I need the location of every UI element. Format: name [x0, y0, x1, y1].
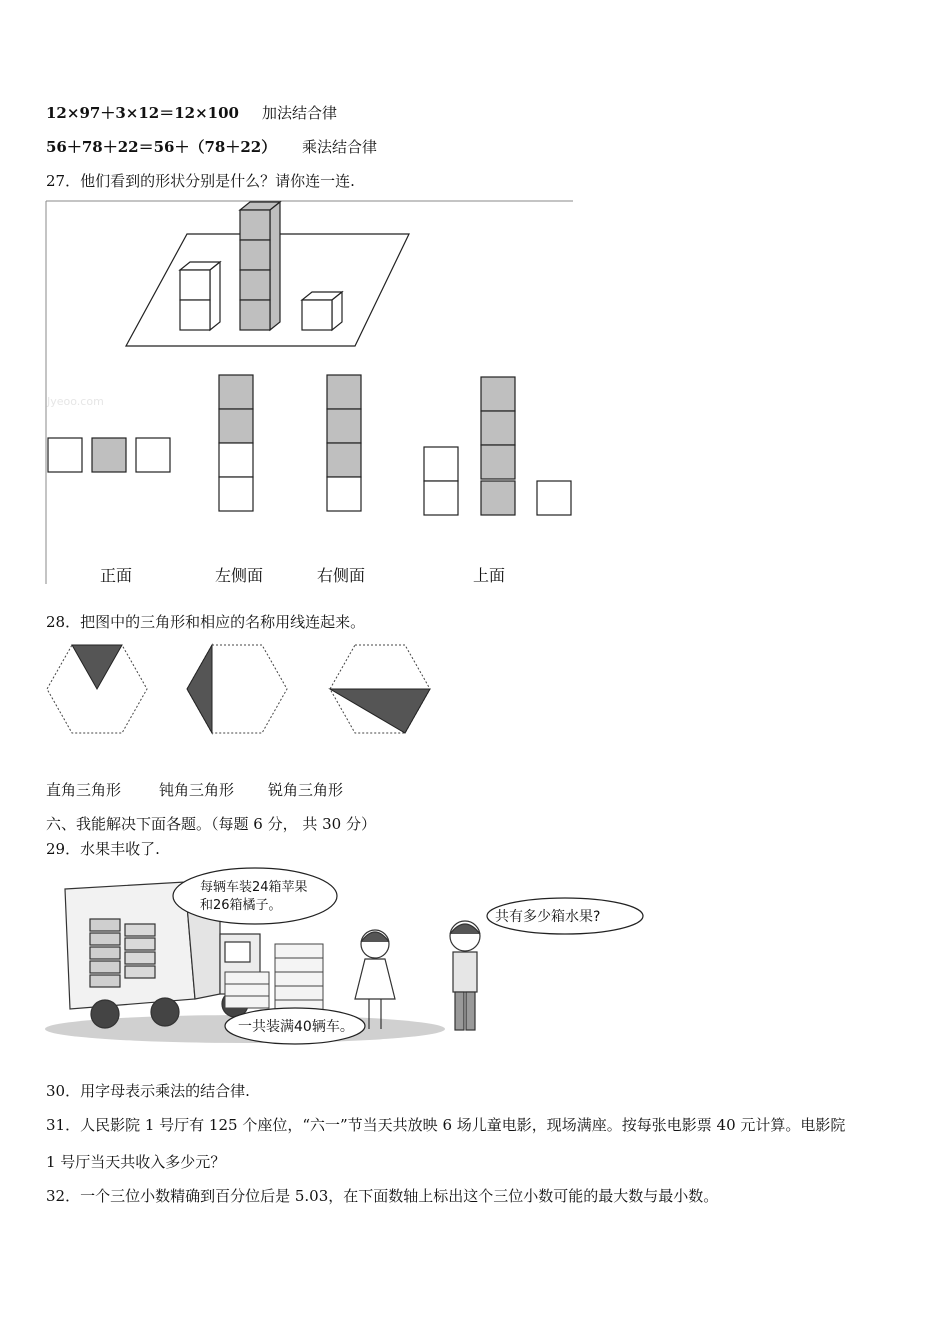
- bubble-boy-text: 共有多少箱水果?: [495, 909, 601, 925]
- girl-figure: [355, 930, 395, 1029]
- fruit-harvest-illustration: [45, 864, 645, 1054]
- hexagon-triangles-figure: [45, 643, 445, 738]
- triangle-obtuse: [187, 645, 212, 733]
- question-29-prompt: 29．水果丰收了.: [46, 840, 160, 858]
- bubble-girl-text: 一共装满40辆车。: [238, 1019, 354, 1035]
- cube-stack-left: [180, 262, 220, 330]
- triangle-name-acute: 锐角三角形: [268, 781, 344, 799]
- cube-single-right: [302, 292, 342, 330]
- triangle-name-obtuse: 钝角三角形: [159, 781, 235, 799]
- view-option-row: [48, 438, 170, 472]
- triangle-name-right: 直角三角形: [46, 781, 122, 799]
- bubble-truck: [173, 868, 337, 924]
- view-option-column-1: [219, 375, 253, 511]
- watermark: Jyeoo.com: [47, 395, 104, 408]
- triangle-acute: [72, 645, 122, 689]
- hexagon-2: [187, 645, 287, 733]
- label-right-side: 右侧面: [317, 566, 366, 585]
- triangle-right: [330, 689, 430, 733]
- question-28-prompt: 28．把图中的三角形和相应的名称用线连起来。: [46, 613, 366, 631]
- view-option-column-2: [327, 375, 361, 511]
- question-32-prompt: 32．一个三位小数精确到百分位后是 5.03，在下面数轴上标出这个三位小数可能的最大数与最小数。: [46, 1187, 719, 1205]
- hexagon-3: [330, 645, 430, 733]
- cube-stack-middle: [240, 202, 280, 330]
- question-31-line2: 1 号厅当天共收入多少元？: [46, 1153, 226, 1171]
- boy-figure: [450, 921, 480, 1030]
- question-27-prompt: 27．他们看到的形状分别是什么？请你连一连.: [46, 172, 355, 190]
- section-6-title: 六、我能解决下面各题。（每题 6 分， 共 30 分）: [46, 815, 376, 833]
- label-front: 正面: [100, 566, 133, 585]
- view-option-group: [424, 377, 571, 515]
- label-top: 上面: [473, 566, 506, 585]
- law-name-1: 加法结合律: [262, 104, 338, 122]
- question-31-line1: 31．人民影院 1 号厅有 125 个座位，“六一”节当天共放映 6 场儿童电影，现场满座。按每张电影票 40 元计算。电影院: [46, 1116, 846, 1134]
- hexagon-1: [47, 645, 147, 733]
- question-30-prompt: 30．用字母表示乘法的结合律.: [46, 1082, 250, 1100]
- bubble-truck-line1: 每辆车装24箱苹果: [200, 880, 308, 895]
- law-name-2: 乘法结合律: [302, 138, 378, 156]
- cube-views-figure: [45, 200, 575, 585]
- label-left-side: 左侧面: [215, 566, 264, 585]
- equation-1: 12×97＋3×12＝12×100: [46, 104, 239, 122]
- bubble-truck-line2: 和26箱橘子。: [200, 898, 282, 913]
- equation-2: 56＋78＋22＝56＋（78＋22）: [46, 138, 277, 156]
